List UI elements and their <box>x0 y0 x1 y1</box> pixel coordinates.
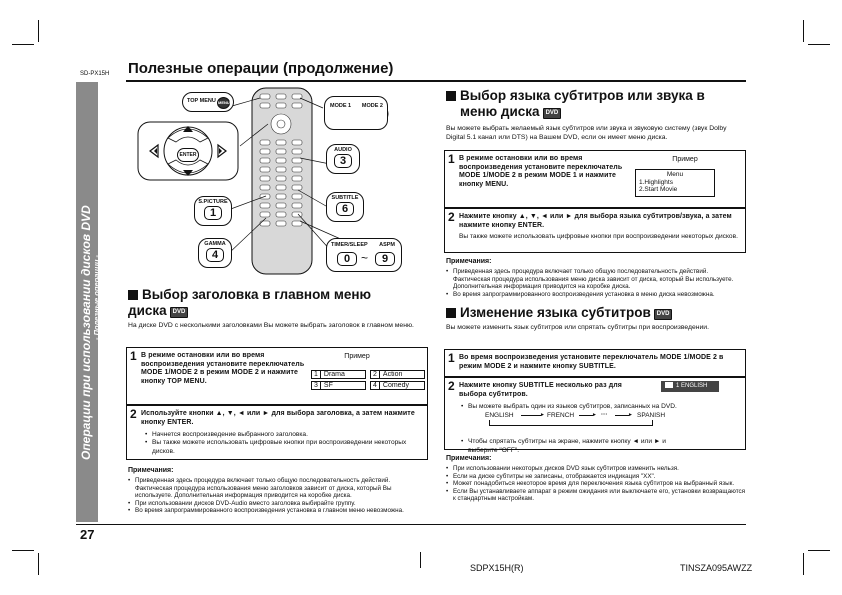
sub-step1-box <box>444 349 746 377</box>
note-item: • Может понадобиться некоторое время для переключения языка субтитров на выбранный язык. <box>446 480 746 488</box>
example-label: Пример <box>344 353 370 360</box>
audio-label: AUDIO <box>334 147 352 153</box>
mode1-label: MODE 1 <box>330 103 352 109</box>
step-number: 2 <box>448 210 455 224</box>
note-item: • Во время запрограммированного воспроизведения установка в главном меню невозможна. <box>128 507 426 515</box>
subtitle-osd-icon <box>665 382 673 388</box>
sub-step2-bullet2: • Чтобы спрятать субтитры на экране, нажмите кнопку ◄ или ► и выберите "OFF". <box>461 438 691 455</box>
sub-step2-box <box>444 377 746 454</box>
footer-right-code: TINSZA095AWZZ <box>680 563 753 573</box>
gamma-label: GAMMA <box>204 241 226 247</box>
footer-rule <box>98 524 746 525</box>
crop-mark <box>12 44 34 45</box>
audio-key[interactable]: 3 <box>334 154 352 168</box>
cycle-lang: FRENCH <box>547 412 575 419</box>
arrow-right-icon: ► <box>628 412 633 418</box>
audio-callout <box>326 144 360 174</box>
gamma-callout <box>198 238 232 268</box>
crop-mark <box>420 552 421 568</box>
page-number-rule <box>76 524 98 525</box>
cycle-dots: ··· <box>601 411 608 418</box>
cycle-lang: SPANISH <box>637 412 666 419</box>
spicture-callout <box>194 196 232 226</box>
left-step1-box <box>126 347 428 405</box>
menu-key[interactable]: MENU <box>217 97 230 109</box>
timer-key[interactable]: 0 <box>337 252 357 266</box>
disc-menu-example: Menu 1.Highlights 2.Start Movie <box>635 169 715 197</box>
left-step2-bullets: • Начнется воспроизведение выбранного заголовка. • Вы также можете использовать цифровые кнопки при воспроизведении некоторых дисков. <box>145 431 423 456</box>
crop-mark <box>12 550 34 551</box>
right-step1-box <box>444 150 746 208</box>
top-menu-callout <box>182 92 234 112</box>
left-notes-heading: Примечания: <box>128 467 174 474</box>
note-item: • Приведенная здесь процедура включает только общую последовательность действий. Фактическая процедура использования меню диска зависит от диска, который Вы используете. Дополнительная информация приводится на коробке диска. <box>446 268 746 291</box>
right-step2-sub: Вы также можете использовать цифровые кнопки при воспроизведении некоторых дисков. <box>459 233 738 240</box>
range-tilde: ~ <box>361 251 369 265</box>
arrow-right-icon: ► <box>540 412 545 418</box>
note-item: • Если на диске субтитры не записаны, отображается индикация "XX". <box>446 473 746 481</box>
subtitle-key[interactable]: 6 <box>336 202 354 216</box>
footer-center-code: SDPX15H(R) <box>470 563 524 573</box>
crop-mark <box>38 553 39 575</box>
subtitle-label: SUBTITLE <box>331 195 359 201</box>
menu-option: 1 Drama <box>311 370 366 379</box>
subtitle-osd: 1 ENGLISH <box>661 381 719 392</box>
mode-callout <box>324 96 388 130</box>
dvd-badge: DVD <box>170 307 189 318</box>
title-rule <box>126 80 746 82</box>
step-number: 1 <box>448 351 455 365</box>
crop-mark <box>808 44 830 45</box>
step-number: 1 <box>130 349 137 363</box>
model-tag: SD-PX15H <box>80 71 110 77</box>
step-number: 2 <box>448 379 455 393</box>
cycle-arrow-line <box>521 415 541 416</box>
sub-step2-text: Нажмите кнопку SUBTITLE несколько раз для выбора субтитров. <box>459 382 622 398</box>
step-number: 1 <box>448 152 455 166</box>
step-number: 2 <box>130 407 137 421</box>
sub-step1-text: Во время воспроизведения установите переключатель MODE 1/MODE 2 в режим MODE 2 и нажмите кнопку SUBTITLE. <box>459 354 724 370</box>
left-notes-list <box>128 477 426 515</box>
note-item: • При использовании некоторых дисков DVD язык субтитров изменить нельзя. <box>446 465 746 473</box>
timer-label: TIMER/SLEEP <box>331 242 368 248</box>
enter-key[interactable]: ENTER <box>177 148 199 162</box>
title-menu-example <box>311 370 425 390</box>
example-label: Пример <box>672 156 698 163</box>
sub-step2-bullet1: • Вы можете выбрать один из языков субтитров, записанных на DVD. <box>461 403 741 411</box>
menu-option: 4 Comedy <box>370 381 425 390</box>
crop-mark <box>803 553 804 575</box>
spicture-label: S.PICTURE <box>198 199 228 205</box>
top-menu-label: TOP MENU <box>187 98 216 104</box>
right-bottom-notes-list <box>446 465 746 503</box>
left-step1-text: В режиме остановки или во время воспроизведения установите переключатель MODE 1/MODE 2 в режим MODE 2 и нажмите кнопку TOP MENU. <box>141 352 305 385</box>
gamma-key[interactable]: 4 <box>206 248 224 262</box>
note-item: • Во время запрограммированного воспроизведения установка в меню диска невозможна. <box>446 291 746 299</box>
subtitle-callout <box>326 192 364 222</box>
aspm-label: ASPM <box>379 242 395 248</box>
crop-mark <box>38 20 39 42</box>
right-top-notes-list <box>446 268 746 298</box>
aspm-key[interactable]: 9 <box>375 252 395 266</box>
arrow-right-icon: ► <box>592 412 597 418</box>
square-bullet-icon <box>446 308 456 318</box>
right-bottom-heading: Изменение языка субтитров DVD <box>446 305 746 321</box>
right-step1-text: В режиме остановки или во время воспроизведения установите переключатель MODE 1/MODE 2 в режим MODE 1 и нажмите кнопку MENU. <box>459 155 623 188</box>
left-intro: На диске DVD с несколькими заголовками Вы можете выбрать заголовок в главном меню. <box>128 322 414 329</box>
mode2-label: MODE 2 <box>361 103 383 109</box>
side-sub-text: - Полезные операции - <box>92 255 101 340</box>
right-step2-box <box>444 208 746 253</box>
right-bottom-notes-heading: Примечания: <box>446 455 492 462</box>
dvd-badge: DVD <box>654 309 673 320</box>
remote-illustration <box>128 86 418 276</box>
left-step2-box <box>126 405 428 460</box>
page-number: 27 <box>80 527 95 542</box>
square-bullet-icon <box>128 290 138 300</box>
note-item: • При использовании дисков DVD-Audio вместо заголовка выбирайте группу. <box>128 500 426 508</box>
note-item: • Приведенная здесь процедура включает только общую последовательность действий. Фактическая процедура использования меню заголовков зависит от диска, который Вы используете. Дополнительная информация приводится на коробке диска. <box>128 477 426 500</box>
square-bullet-icon <box>446 91 456 101</box>
right-top-intro: Вы можете выбрать желаемый язык субтитров или звука и звуковую систему (звук Dolby Digital 5.1 канал или DTS) на Вашем DVD, если он имеет меню диска. <box>446 125 727 141</box>
cycle-return-line <box>489 425 653 426</box>
note-item: • Если Вы устанавливаете аппарат в режим ожидания или выключаете его, установки возвращаются к стандартным настройкам. <box>446 488 746 503</box>
cycle-lang: ENGLISH <box>485 412 514 419</box>
right-step2-text: Нажмите кнопку ▲, ▼, ◄ или ► для выбора языка субтитров/звука, а затем нажмите кнопку ENTER. <box>459 213 732 229</box>
menu-option: 2 Action <box>370 370 425 379</box>
side-main-text: Операции при использовании дисков DVD <box>79 205 93 460</box>
left-step2-text: Используйте кнопки ▲, ▼, ◄ или ► для выбора заголовка, а затем нажмите кнопку ENTER. <box>141 410 415 426</box>
right-top-heading: Выбор языка субтитров или звука в меню диска DVD <box>446 88 746 120</box>
dvd-badge: DVD <box>543 108 562 119</box>
right-top-notes-heading: Примечания: <box>446 258 492 265</box>
left-heading: Выбор заголовка в главном меню диска DVD <box>128 287 372 318</box>
crop-mark <box>808 550 830 551</box>
timer-aspm-callout <box>326 238 402 272</box>
spicture-key[interactable]: 1 <box>204 206 222 220</box>
right-bottom-intro: Вы можете изменить язык субтитров или спрятать субтитры при воспроизведении. <box>446 324 709 331</box>
page-title: Полезные операции (продолжение) <box>128 60 394 77</box>
subtitle-cycle <box>485 412 685 428</box>
crop-mark <box>803 20 804 42</box>
cycle-return-line <box>652 420 653 426</box>
cycle-arrow-line <box>579 415 593 416</box>
menu-option: 3 SF <box>311 381 366 390</box>
cycle-arrow-line <box>615 415 629 416</box>
